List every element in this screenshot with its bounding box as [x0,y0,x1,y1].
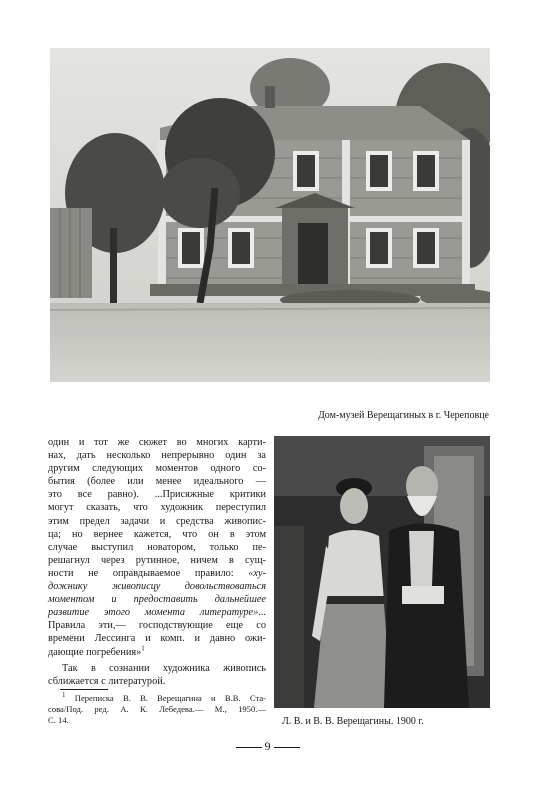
body-line-text: ности не оправдываемое правило: [48,567,249,579]
couple-photo-caption: Л. В. и В. В. Верещагины. 1900 г. [282,716,424,727]
body-line-italic: дожнику живописцу довольствоваться [48,581,266,593]
body-line: один и тот же сюжет во многих карти- [48,437,266,448]
body-line-italic: моментом и предоставить дальнейшее [48,594,266,606]
footnote-divider [60,689,108,690]
body-line: времени Лессинга и комп. и давно ожи- [48,633,266,645]
page-number-dash-right [274,747,300,748]
body-line: другим следующих моментов одного со- [48,463,266,475]
body-text [48,436,266,688]
page-number-dash-left [236,747,262,748]
body-line-italic: развитие этого момента литературе» [48,607,259,619]
body-line: нах, дать несколько непрерывно один за [48,450,266,462]
footnote [48,693,266,726]
couple-photo [274,436,490,708]
body-line: могут сказать, что художник переступил [48,502,266,514]
body-line-end [48,646,266,659]
body-line: случае выступил новатором, только пе- [48,541,266,553]
body-line: ца; но вернее кажется, что он в этом [48,528,266,540]
footnote-line [48,693,266,704]
body-line-text: дающие погребения» [48,646,142,658]
body-line: бытия (более или менее идеального — [48,476,266,488]
house-photo-image [50,48,490,382]
footnote-marker: 1 [62,691,66,700]
body-line: этим предел задачи и средства живопис- [48,515,266,527]
footnote-ref: 1 [141,644,145,653]
body-line-text: ... [258,607,266,619]
footnote-line-text: Переписка В. В. Верещагина и В.В. Ста- [74,693,266,703]
body-line: это все равно). ...Присяжные критики [48,489,266,501]
body-line-italic: «ху- [248,567,266,579]
body-line: решагнул через рутинное, ничем в сущ- [48,554,266,566]
house-photo-caption: Дом-музей Верещагиных в г. Череповце [317,410,489,421]
footnote-line: сова/Под. ред. А. К. Лебедева.— М., 1950.— [48,704,266,714]
page-number: 9 [264,739,271,753]
body-line-mixed [48,567,266,580]
conclusion-line: сближается с литературой. [48,675,166,687]
body-line-mixed [48,606,266,619]
conclusion-line: Так в сознании художника живопись [62,662,266,674]
couple-photo-image [274,436,490,708]
body-line: Правила эти,— господствующие еще со [48,620,266,632]
page-number-footer [0,739,535,753]
footnote-line: С. 14. [48,715,69,725]
house-photo [50,48,490,382]
